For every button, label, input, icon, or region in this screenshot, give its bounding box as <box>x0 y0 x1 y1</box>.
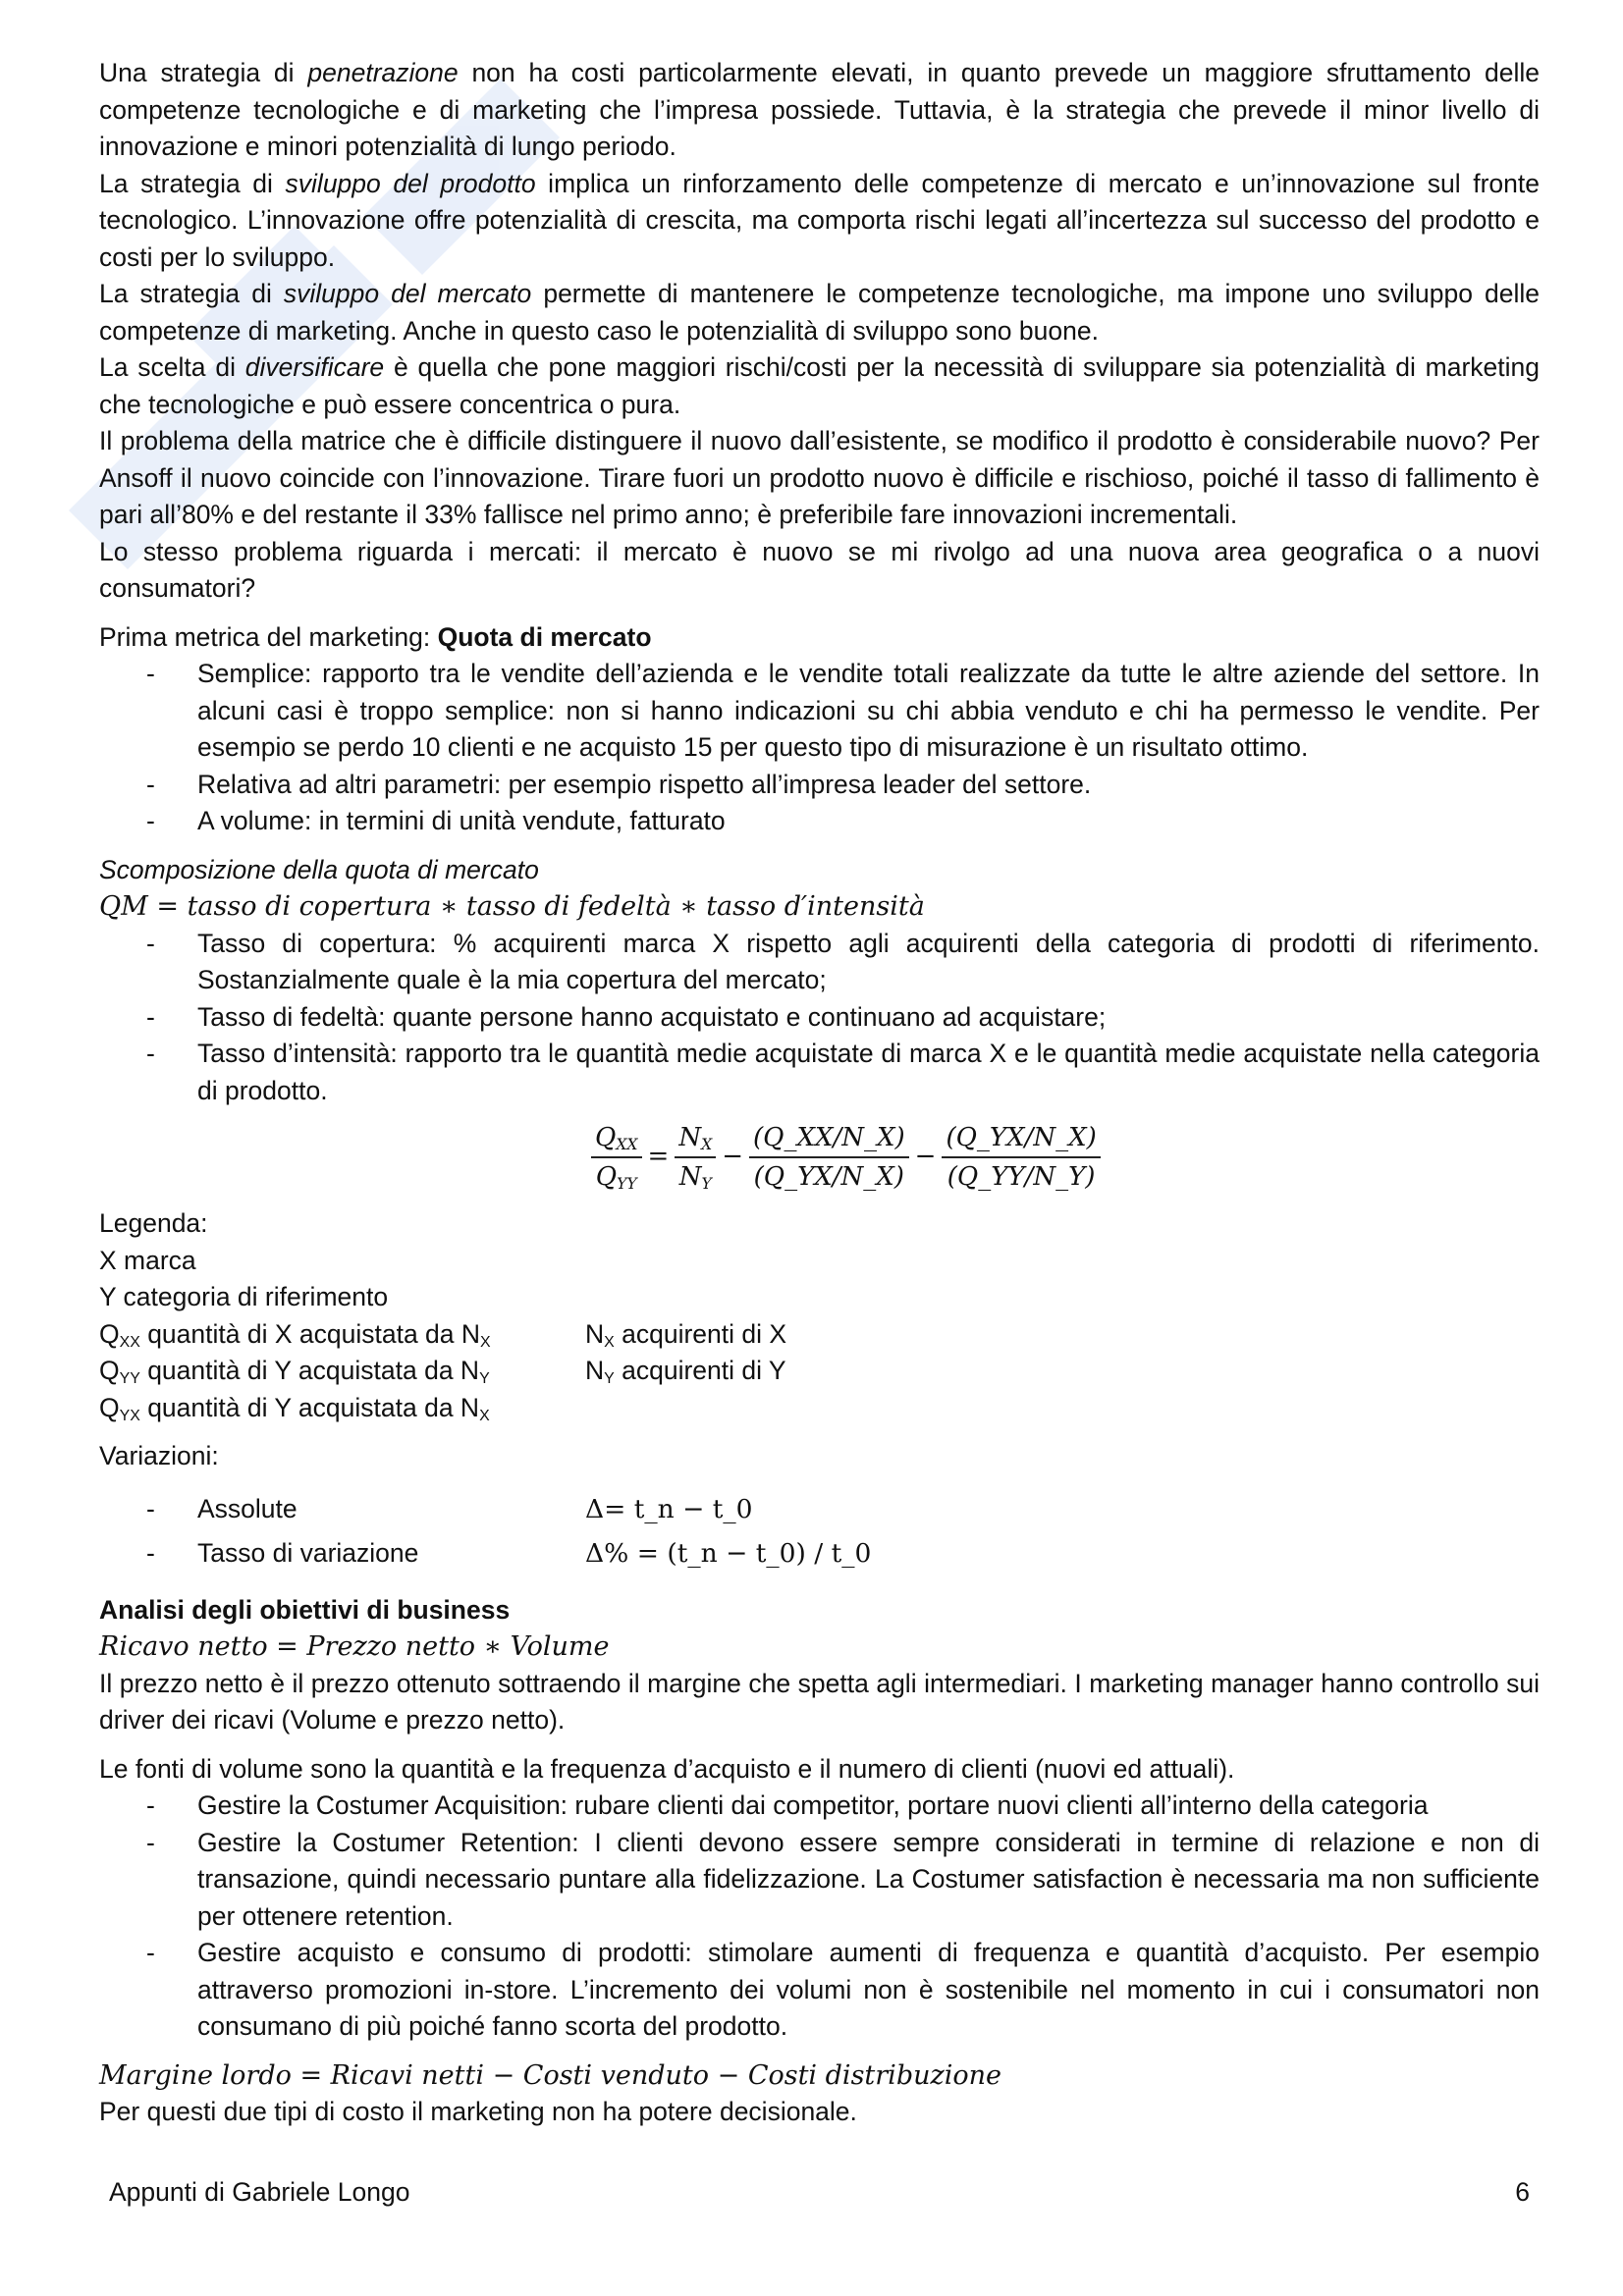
closing-text: Per questi due tipi di costo il marketing non ha potere decisionale. <box>99 2097 857 2126</box>
scomposizione-list <box>99 926 1540 1110</box>
paragraph-diversificare: La scelta di diversificare è quella che pone maggiori rischi/costi per la necessità di sviluppare sia potenzialità di marketing che tecnologiche e può essere concentrica o pura. <box>99 352 1540 419</box>
legenda-row: $Q_{XX}$ quantità di X acquistata da $N_X$ $N_X$ acquirenti di X <box>99 1318 787 1351</box>
analisi-text: Il prezzo netto è il prezzo ottenuto sottraendo il margine che spetta agli intermediari. I marketing manager hanno controllo sui driver dei ricavi (Volume e prezzo netto). <box>99 1668 1540 1735</box>
fraction-formula: $\frac{Q_{XX}}{Q_{YY}}$ = $\frac{N_X}{N_Y}$ − $\frac{(Q\_XX/N\_X)}{(Q\_YX/N\_X)}$ − $\frac{(Q\_YX/N\_X)}{(Q\_YY/N\_Y)}$ <box>99 1109 1540 1205</box>
variazioni-title: Variazioni: <box>99 1441 219 1470</box>
analisi-title: Analisi degli obiettivi di business <box>99 1594 511 1625</box>
list-item: - Tasso di fedeltà: quante persone hanno acquistato e continuano ad acquistare; <box>99 999 1540 1037</box>
variazione-row: - Tasso di variazione Δ% = (t_n − t_0) / t_0 <box>146 1538 872 1569</box>
qm-formula: QM = tasso di copertura ∗ tasso di fedeltà ∗ tasso d′intensità <box>99 891 925 922</box>
margine-formula: Margine lordo = Ricavi netti − Costi venduto − Costi distribuzione <box>99 2059 1001 2091</box>
paragraph-sviluppo-prodotto: La strategia di sviluppo del prodotto implica un rinforzamento delle competenze di mercato e un’innovazione sul fronte tecnologico. L’innovazione offre potenzialità di crescita, ma comporta rischi legati all’incertezza sul successo del prodotto e costi per lo sviluppo. <box>99 168 1540 272</box>
list-item: - Gestire la Costumer Acquisition: rubare clienti dai competitor, portare nuovi clienti all’interno della categoria <box>99 1788 1540 1825</box>
legenda-y: Y categoria di riferimento <box>99 1282 389 1311</box>
paragraph-sviluppo-mercato: La strategia di sviluppo del mercato permette di mantenere le competenze tecnologiche, ma impone uno sviluppo delle competenze di marketing. Anche in questo caso le potenzialità di sviluppo sono buone. <box>99 279 1540 346</box>
list-item: - Gestire la Costumer Retention: I clienti devono essere sempre considerati in termine di relazione e non di transazione, quindi necessario puntare alla fidelizzazione. La Costumer satisfaction è necessaria ma non sufficiente per ottenere retention. <box>99 1825 1540 1936</box>
paragraph-penetrazione: Una strategia di penetrazione non ha costi particolarmente elevati, in quanto prevede un maggiore sfruttamento delle competenze tecnologiche e di marketing che l’impresa possiede. Tuttavia, è la strategia che prevede il minor livello di innovazione e minori potenzialità di lungo periodo. <box>99 58 1541 161</box>
list-item: - A volume: in termini di unità vendute, fatturato <box>99 803 1540 840</box>
page-number: 6 <box>1515 2177 1530 2207</box>
variazione-row: - Assolute Δ= t_n − t_0 <box>146 1493 753 1524</box>
list-item: - Gestire acquisto e consumo di prodotti: stimolare aumenti di frequenza e quantità d’acquisto. Per esempio attraverso promozioni in-store. L’incremento dei volumi non è sostenibile nel momento in cui i consumatori non consumano di più poiché fanno scorta del prodotto. <box>99 1935 1540 2046</box>
list-item: - Semplice: rapporto tra le vendite dell’azienda e le vendite totali realizzate da tutte le altre aziende del settore. In alcuni casi è troppo semplice: non si hanno indicazioni su chi abbia venduto e chi ha permesso le vendite. Per esempio se perdo 10 clienti e ne acquisto 15 per questo tipo di misurazione è un risultato ottimo. <box>99 656 1540 767</box>
ricavo-formula: Ricavo netto = Prezzo netto ∗ Volume <box>99 1631 610 1662</box>
fraction-1: $\frac{N_X}{N_Y}$ <box>675 1121 716 1194</box>
quota-list <box>99 656 1540 840</box>
page-footer <box>109 2177 1530 2208</box>
list-item: - Tasso d’intensità: rapporto tra le quantità medie acquistate di marca X e le quantità medie acquistate nella categoria di prodotto. <box>99 1036 1540 1109</box>
legenda-row: $Q_{YX}$ quantità di Y acquistata da $N_X$ <box>99 1392 490 1424</box>
legenda-title: Legenda: <box>99 1208 208 1238</box>
fraction-2: $\frac{(Q\_XX/N\_X)}{(Q\_YX/N\_X)}$ <box>749 1121 909 1194</box>
list-item: - Tasso di copertura: % acquirenti marca X rispetto agli acquirenti della categoria di prodotti di riferimento. Sostanzialmente quale è la mia copertura del mercato; <box>99 926 1540 999</box>
analisi-list <box>99 1788 1540 2046</box>
paragraph-problema-mercati: Lo stesso problema riguarda i mercati: il mercato è nuovo se mi rivolgo ad una nuova area geografica o a nuovi consumatori? <box>99 536 1540 603</box>
list-item: - Relativa ad altri parametri: per esempio rispetto all’impresa leader del settore. <box>99 767 1540 804</box>
document-body <box>99 55 1540 2131</box>
fraction-lhs: $\frac{Q_{XX}}{Q_{YY}}$ <box>591 1121 642 1194</box>
paragraph-problema-matrice: Il problema della matrice che è difficile distinguere il nuovo dall’esistente, se modifico il prodotto è considerabile nuovo? Per Ansoff il nuovo coincide con l’innovazione. Tirare fuori un prodotto nuovo è difficile e rischioso, poiché il tasso di fallimento è pari all’80% e del restante il 33% fallisce nel primo anno; è preferibile fare innovazioni incrementali. <box>99 426 1540 529</box>
legenda-row: $Q_{YY}$ quantità di Y acquistata da $N_Y$ $N_Y$ acquirenti di Y <box>99 1356 786 1387</box>
quota-intro: Prima metrica del marketing: Quota di mercato <box>99 621 652 652</box>
footer-author: Appunti di Gabriele Longo <box>109 2177 410 2207</box>
fraction-3: $\frac{(Q\_YX/N\_X)}{(Q\_YY/N\_Y)}$ <box>942 1121 1100 1194</box>
legenda-x: X marca <box>99 1245 196 1275</box>
fonti-text: Le fonti di volume sono la quantità e la frequenza d’acquisto e il numero di clienti (nuovi ed attuali). <box>99 1753 1235 1784</box>
scomposizione-title: Scomposizione della quota di mercato <box>99 854 539 884</box>
variazioni-table <box>99 1491 1540 1573</box>
